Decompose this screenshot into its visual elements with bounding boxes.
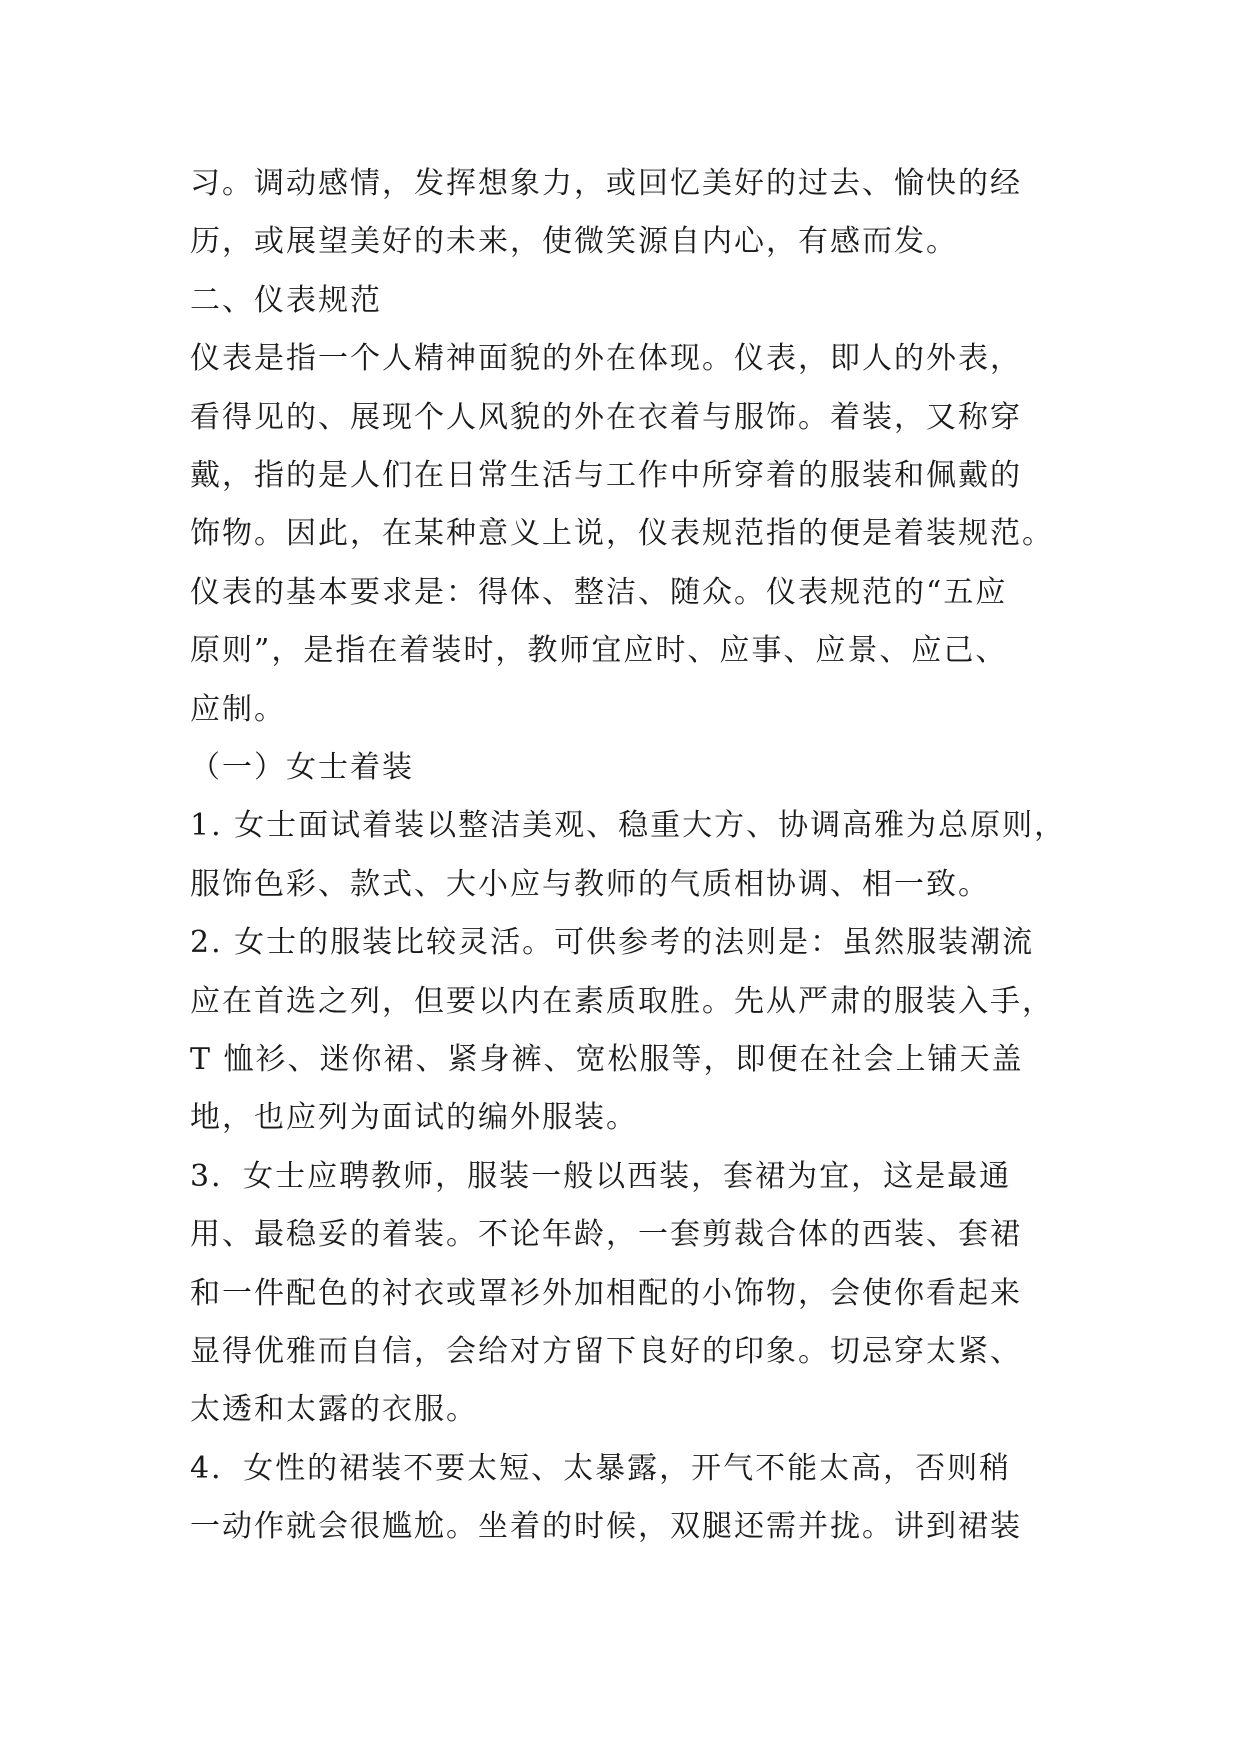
text-line: 和一件配色的衬衣或罩衫外加相配的小饰物，会使你看起来 [190, 1276, 1022, 1311]
text-line: 习。调动感情，发挥想象力，或回忆美好的过去、愉快的经 [190, 166, 1022, 201]
text-line: 1. 女士面试着装以整洁美观、稳重大方、协调高雅为总原则， [190, 808, 1067, 843]
text-line: 太透和太露的衣服。 [190, 1392, 478, 1427]
text-line: T 恤衫、迷你裙、紧身裤、宽松服等，即便在社会上铺天盖 [190, 1042, 1024, 1077]
text-line: 仪表是指一个人精神面貌的外在体现。仪表，即人的外表， [190, 341, 1022, 376]
subsection-heading: （一）女士着装 [190, 750, 414, 785]
text-line: 服饰色彩、款式、大小应与教师的气质相协调、相一致。 [190, 867, 990, 902]
text-line: 地，也应列为面试的编外服装。 [190, 1100, 638, 1135]
section-heading: 二、仪表规范 [190, 283, 382, 318]
text-line: 3．女士应聘教师，服装一般以西装，套裙为宜，这是最通 [190, 1159, 1012, 1194]
text-line: 看得见的、展现个人风貌的外在衣着与服饰。着装，又称穿 [190, 400, 1022, 435]
text-line: 应在首选之列，但要以内在素质取胜。先从严肃的服装入手， [190, 984, 1054, 1019]
text-line: 2. 女士的服装比较灵活。可供参考的法则是：虽然服装潮流 [190, 925, 1035, 960]
text-line: 戴，指的是人们在日常生活与工作中所穿着的服装和佩戴的 [190, 458, 1022, 493]
text-line: 饰物。因此，在某种意义上说，仪表规范指的便是着装规范。 [190, 516, 1054, 551]
text-line: 4．女性的裙装不要太短、太暴露，开气不能太高，否则稍 [190, 1451, 1012, 1486]
text-line: 显得优雅而自信，会给对方留下良好的印象。切忌穿太紧、 [190, 1334, 1022, 1369]
text-line: 一动作就会很尴尬。坐着的时候，双腿还需并拢。讲到裙装 [190, 1509, 1022, 1544]
text-line: 原则”，是指在着装时，教师宜应时、应事、应景、应己、 [190, 633, 1008, 668]
text-line: 历，或展望美好的未来，使微笑源自内心，有感而发。 [190, 224, 958, 259]
text-line: 用、最稳妥的着装。不论年龄，一套剪裁合体的西装、套裙 [190, 1217, 1022, 1252]
text-line: 应制。 [190, 692, 286, 727]
text-line: 仪表的基本要求是：得体、整洁、随众。仪表规范的“五应 [190, 575, 1008, 610]
